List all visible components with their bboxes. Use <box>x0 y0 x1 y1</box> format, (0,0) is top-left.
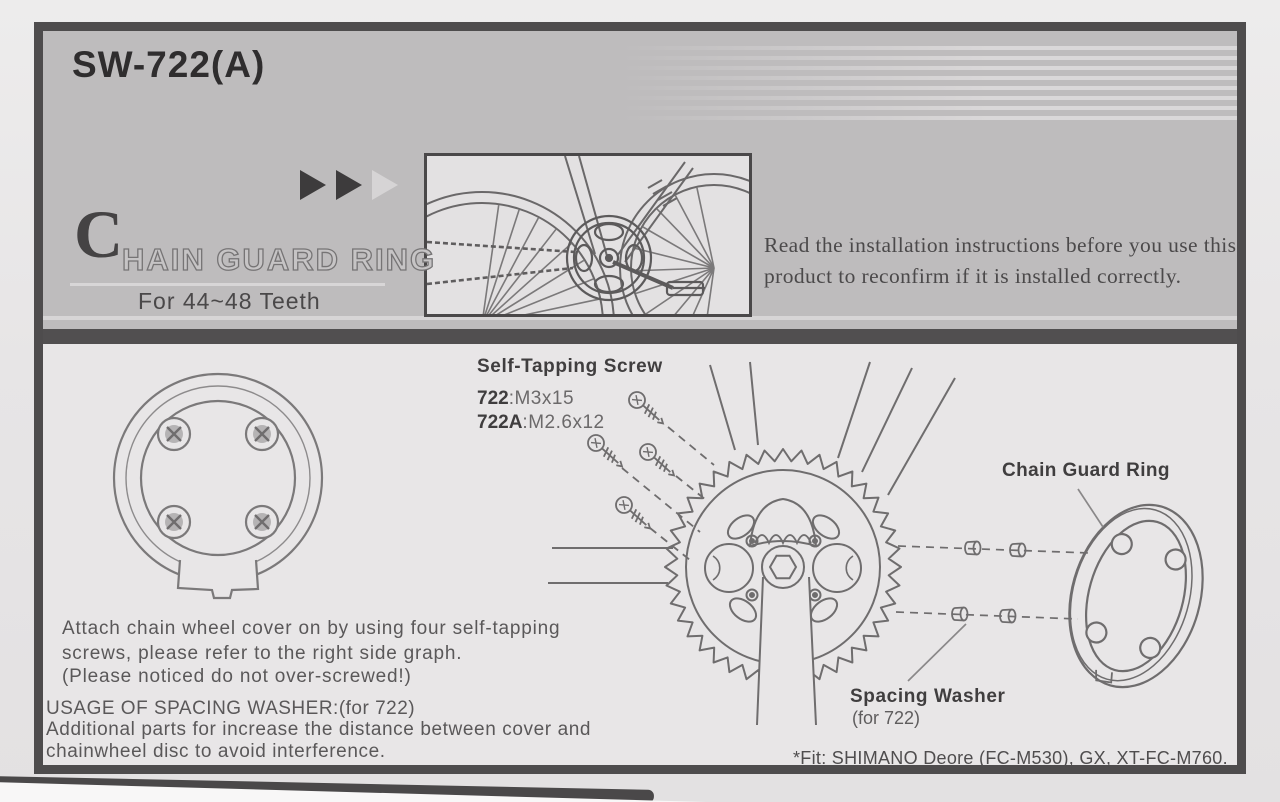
stripes-fade <box>620 44 1237 128</box>
screw-model-722: 722 <box>477 388 509 409</box>
screw-size-722: :M3x15 <box>508 388 575 409</box>
screw-spec-title: Self-Tapping Screw <box>477 356 663 377</box>
bike-illustration-inset <box>424 153 752 317</box>
chain-guard-ring-label: Chain Guard Ring <box>1002 460 1170 481</box>
page-title: SW-722(A) <box>72 44 266 85</box>
attach-warning: (Please noticed do not over-screwed!) <box>62 666 412 687</box>
bike-drivetrain-drawing <box>427 156 749 314</box>
logo-initial: C <box>74 196 124 272</box>
step-arrow-icon <box>336 170 362 200</box>
svg-text:HAIN GUARD RING: HAIN GUARD RING <box>122 242 437 277</box>
logo-wordmark <box>118 232 448 282</box>
usage-title: USAGE OF SPACING WASHER:(for 722) <box>46 698 416 719</box>
logo-underline <box>70 283 385 286</box>
screw-spec-722a <box>477 412 605 434</box>
compatibility-note: *Fit: SHIMANO Deore (FC-M530), GX, XT-FC-M760. <box>793 748 1228 768</box>
spacing-washer-note: (for 722) <box>852 708 921 728</box>
spacing-washer-label: Spacing Washer <box>850 686 1006 707</box>
step-arrow-icon <box>300 170 326 200</box>
usage-body: Additional parts for increase the distance between cover and chainwheel disc to avoid interference. <box>46 719 592 763</box>
attach-instructions: Attach chain wheel cover on by using four self-tapping screws, please refer to the right side graph. <box>62 618 561 665</box>
divider-band <box>43 329 1237 344</box>
step-arrow-icon <box>372 170 398 200</box>
logo-subtitle: For 44~48 Teeth <box>138 288 321 314</box>
screw-model-722a: 722A <box>477 412 523 433</box>
screw-spec-722 <box>477 388 574 410</box>
installation-notice: Read the installation instructions before you use this product to reconfirm if it is installed correctly. <box>764 233 1237 289</box>
screw-size-722a: :M2.6x12 <box>522 412 605 433</box>
